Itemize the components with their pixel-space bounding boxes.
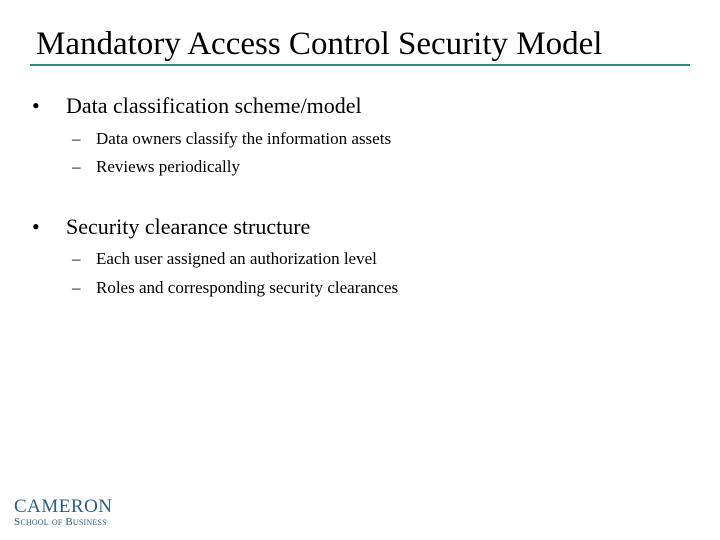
- sub-bullet-marker: –: [72, 157, 81, 176]
- bullet-marker: •: [32, 93, 40, 118]
- bullet-item: [30, 92, 362, 120]
- bullet-text: Security clearance structure: [66, 214, 311, 239]
- logo-wordmark: CAMERON: [14, 496, 113, 517]
- bullet-text: Data classification scheme/model: [66, 93, 362, 118]
- bullet-item: [30, 213, 310, 241]
- sub-bullet-item: [72, 277, 398, 299]
- sub-bullet-text: Each user assigned an authorization level: [96, 249, 377, 268]
- sub-bullet-item: [72, 248, 377, 270]
- sub-bullet-text: Roles and corresponding security clearances: [96, 278, 399, 297]
- sub-bullet-text: Data owners classify the information assets: [96, 129, 392, 148]
- sub-bullet-marker: –: [72, 249, 81, 268]
- sub-bullet-marker: –: [72, 278, 81, 297]
- title-divider: [30, 64, 690, 66]
- sub-bullet-item: [72, 156, 240, 178]
- sub-bullet-marker: –: [72, 129, 81, 148]
- logo-subtitle: School of Business: [14, 516, 107, 528]
- bullet-marker: •: [32, 214, 40, 239]
- slide-title: Mandatory Access Control Security Model: [36, 26, 603, 62]
- sub-bullet-text: Reviews periodically: [96, 157, 240, 176]
- cameron-logo: [14, 498, 134, 530]
- sub-bullet-item: [72, 128, 391, 150]
